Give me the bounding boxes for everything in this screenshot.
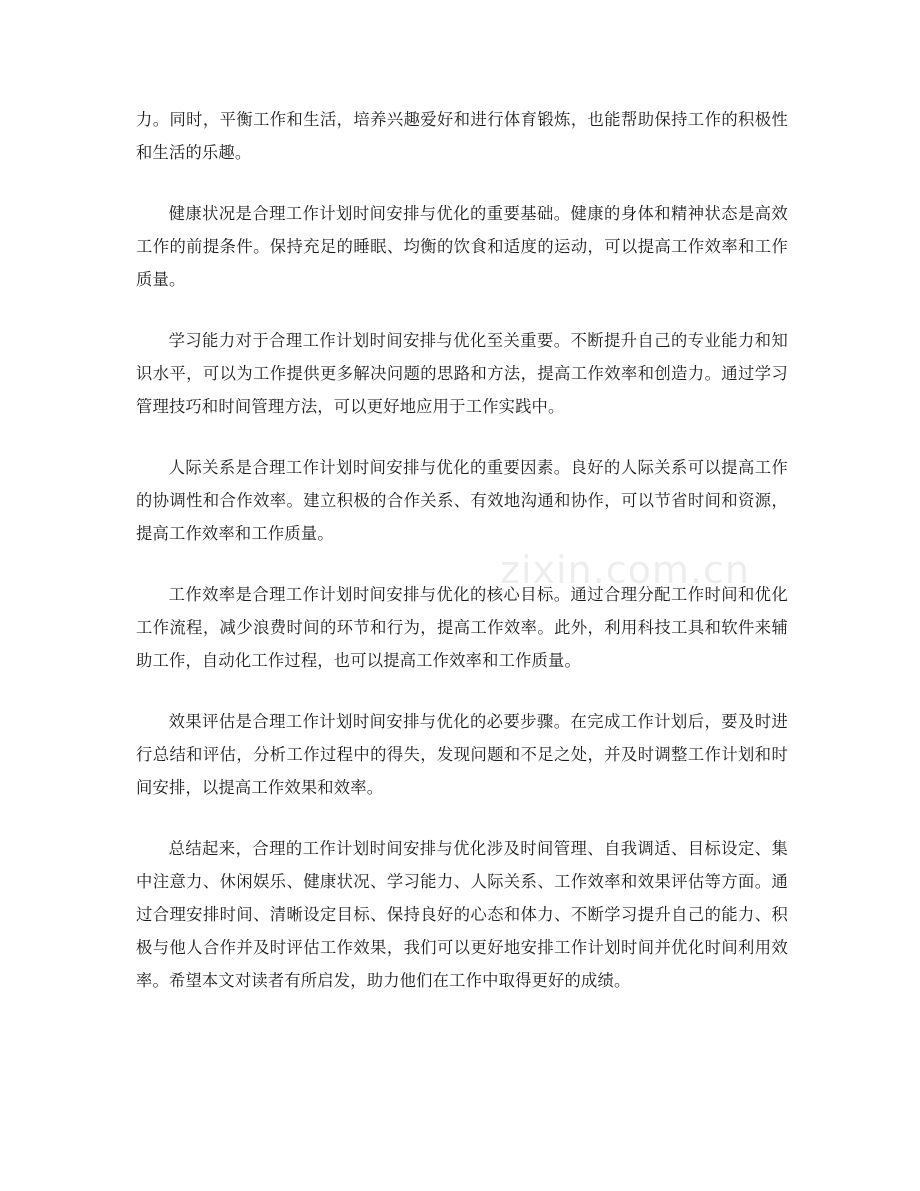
paragraph-efficiency: 工作效率是合理工作计划时间安排与优化的核心目标。通过合理分配工作时间和优化工作流程，减少浪费时间的环节和行为，提高工作效率。此外，利用科技工具和软件来辅助工作，自动化工作过程，也可以提高工作效率和工作质量。 xyxy=(136,585,788,670)
paragraph-evaluation: 效果评估是合理工作计划时间安排与优化的必要步骤。在完成工作计划后，要及时进行总结和评估，分析工作过程中的得失，发现问题和不足之处，并及时调整工作计划和时间安排，以提高工作效果和效率。 xyxy=(136,712,788,797)
paragraph-health: 健康状况是合理工作计划时间安排与优化的重要基础。健康的身体和精神状态是高效工作的前提条件。保持充足的睡眠、均衡的饮食和适度的运动，可以提高工作效率和工作质量。 xyxy=(136,204,788,289)
document-body xyxy=(136,103,788,1025)
paragraph-summary: 总结起来，合理的工作计划时间安排与优化涉及时间管理、自我调适、目标设定、集中注意力、休闲娱乐、健康状况、学习能力、人际关系、工作效率和效果评估等方面。通过合理安排时间、清晰设定目标、保持良好的心态和体力、不断学习提升自己的能力、积极与他人合作并及时评估工作效果，我们可以更好地安排工作计划时间并优化时间利用效率。希望本文对读者有所启发，助力他们在工作中取得更好的成绩。 xyxy=(136,839,788,990)
paragraph-relationships: 人际关系是合理工作计划时间安排与优化的重要因素。良好的人际关系可以提高工作的协调性和合作效率。建立积极的合作关系、有效地沟通和协作，可以节省时间和资源，提高工作效率和工作质量。 xyxy=(136,458,788,543)
paragraph-learning: 学习能力对于合理工作计划时间安排与优化至关重要。不断提升自己的专业能力和知识水平，可以为工作提供更多解决问题的思路和方法，提高工作效率和创造力。通过学习管理技巧和时间管理方法，可以更好地应用于工作实践中。 xyxy=(136,331,788,416)
paragraph-continuation: 力。同时，平衡工作和生活，培养兴趣爱好和进行体育锻炼，也能帮助保持工作的积极性和生活的乐趣。 xyxy=(136,110,788,162)
watermark: zixin.com.cn xyxy=(500,548,750,592)
